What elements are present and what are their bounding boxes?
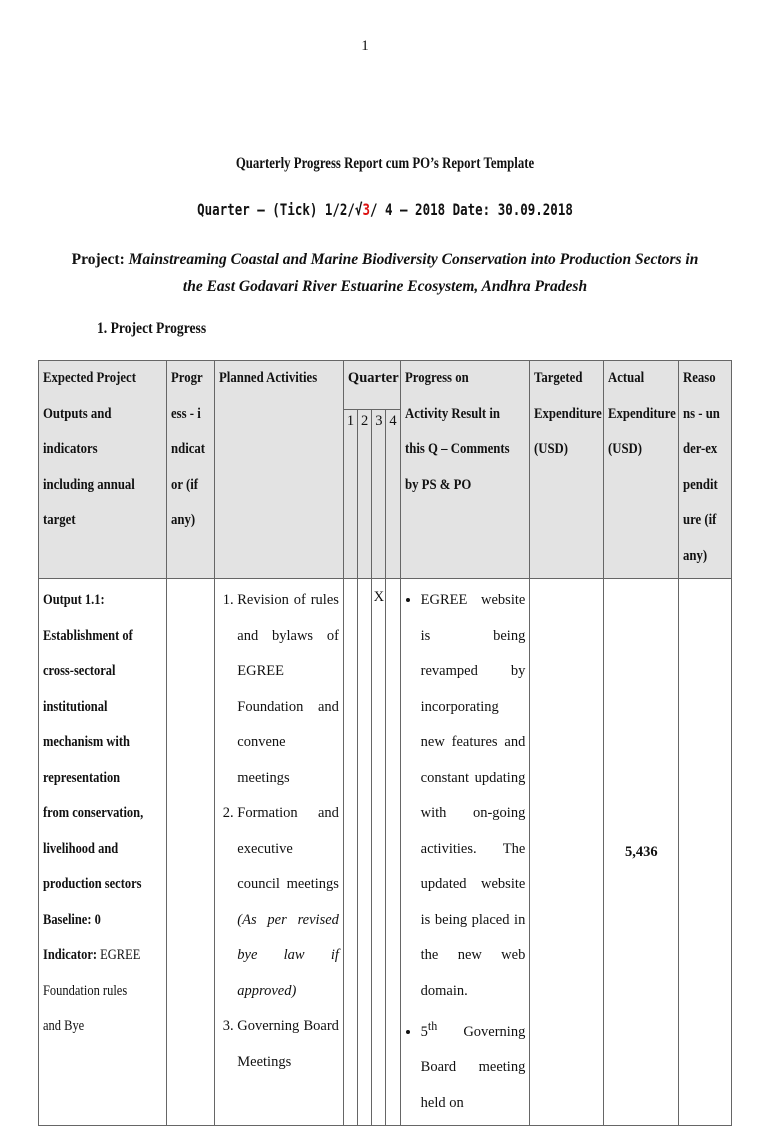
baseline: Baseline: 0	[43, 911, 101, 928]
header-targeted: Targeted Expenditure (USD)	[530, 361, 604, 579]
project-line	[70, 246, 700, 300]
activity-item: 2. Formation and executive council meetings (As per revised bye law if approved)	[237, 796, 339, 1009]
quarter-mark-3: X	[372, 579, 386, 1126]
activity-item: 3. Governing Board Meetings	[237, 1009, 339, 1080]
report-title: Quarterly Progress Report cum PO’s Report Template	[235, 155, 535, 172]
header-progress: Progress - indicator (if any)	[166, 361, 215, 579]
header-reasons: Reasons - under-expenditure (if any)	[679, 361, 732, 579]
quarter-col-2: 2	[358, 410, 372, 579]
output-description: Establishment of cross-sectoral institutional mechanism with representation from conservation, livelihood and production sectors	[43, 627, 144, 892]
output-cell	[39, 579, 167, 1126]
activities-cell	[215, 579, 344, 1126]
project-label: Project:	[71, 251, 125, 268]
progress-item: • 5th Governing Board meeting held on	[421, 1009, 526, 1121]
quarter-col-3: 3	[372, 410, 386, 579]
header-actual: Actual Expenditure (USD)	[604, 361, 679, 579]
quarter-prefix: Quarter – (Tick) 1/2/√	[197, 200, 363, 219]
actual-expenditure-cell: 5,436	[604, 579, 679, 1126]
targeted-expenditure-cell	[530, 579, 604, 1126]
project-value: Mainstreaming Coastal and Marine Biodiversity Conservation into Production Sectors in the East Godavari River Estuarine Ecosystem, Andhra Pradesh	[128, 251, 699, 295]
quarter-suffix: / 4 – 2018 Date: 30.09.2018	[369, 200, 573, 219]
header-quarter: Quarter	[343, 361, 400, 410]
indicator-text: EGREE Foundation rules and Bye	[43, 947, 141, 1034]
progress-item: • EGREE website is being revamped by incorporating new features and constant updating with on-going activities. The updated website is being placed in the new web domain.	[421, 583, 526, 1009]
progress-activity-cell	[400, 579, 530, 1126]
table-row	[39, 579, 732, 1126]
indicator-label: Indicator:	[43, 947, 98, 963]
quarter-mark-1	[343, 579, 357, 1126]
quarter-line	[85, 200, 686, 219]
header-outputs: Expected Project Outputs and indicators including annual target	[39, 361, 167, 579]
progress-indicator-cell	[166, 579, 215, 1126]
page-number: 1	[361, 38, 369, 54]
activity-item: 1. Revision of rules and bylaws of EGREE Foundation and convene meetings	[237, 583, 339, 796]
header-progress-activity: Progress on Activity Result in this Q – Comments by PS & PO	[400, 361, 530, 579]
progress-table	[38, 360, 732, 1126]
quarter-mark-4	[386, 579, 400, 1126]
quarter-col-4: 4	[386, 410, 400, 579]
output-title: Output 1.1:	[43, 592, 105, 608]
section-title: 1. Project Progress	[97, 320, 207, 337]
quarter-col-1: 1	[343, 410, 357, 579]
activity-note: (As per revised bye law if approved)	[237, 911, 339, 999]
quarter-mark-2	[358, 579, 372, 1126]
header-activities: Planned Activities	[215, 361, 344, 579]
reasons-cell	[679, 579, 732, 1126]
quarter-selected: 3	[362, 200, 370, 219]
table-header-row	[39, 361, 732, 410]
